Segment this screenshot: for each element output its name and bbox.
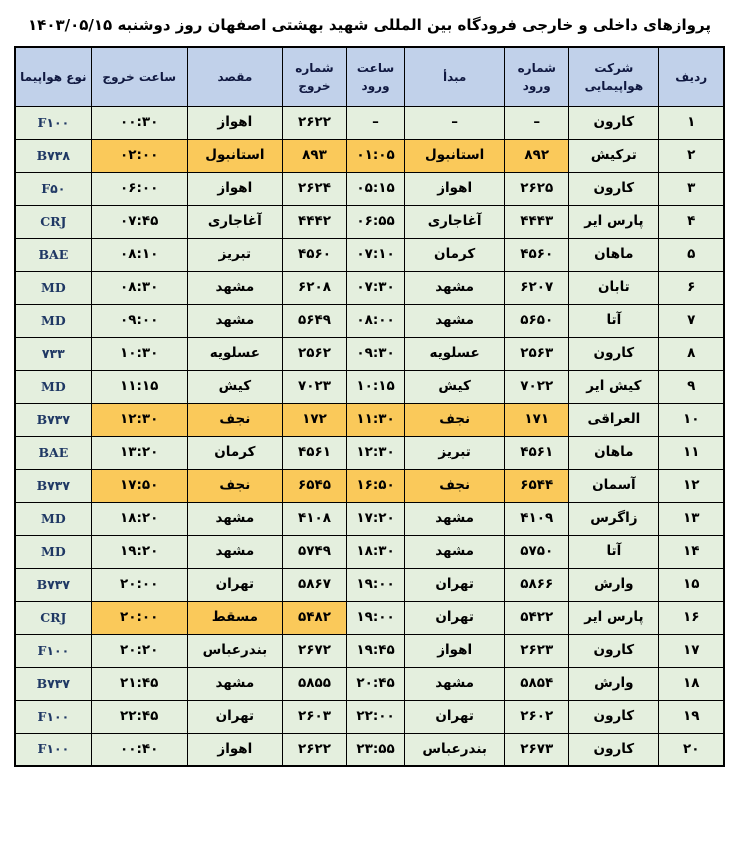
departure-time-cell: ۱۲:۳۰ xyxy=(91,403,187,436)
aircraft-type-cell: B۷۳۷ xyxy=(15,667,91,700)
destination-city-cell: تهران xyxy=(187,568,282,601)
airline-name-cell: وارش xyxy=(569,667,659,700)
table-row xyxy=(15,469,724,502)
destination-city-cell: مشهد xyxy=(187,304,282,337)
column-header-aircraft-type: نوع هواپیما xyxy=(15,47,91,106)
column-header-arrival-number: شماره ورود xyxy=(505,47,569,106)
table-row xyxy=(15,271,724,304)
row-number-cell: ۵ xyxy=(659,238,724,271)
aircraft-type-cell: F۱۰۰ xyxy=(15,733,91,766)
departure-flight-number-cell: ۷۰۲۳ xyxy=(282,370,346,403)
arrival-flight-number-cell: ۵۸۵۴ xyxy=(505,667,569,700)
departure-flight-number-cell: ۵۸۶۷ xyxy=(282,568,346,601)
arrival-flight-number-cell: ۵۴۲۲ xyxy=(505,601,569,634)
arrival-flight-number-cell: ۲۶۷۳ xyxy=(505,733,569,766)
arrival-flight-number-cell: ۴۵۶۰ xyxy=(505,238,569,271)
table-row xyxy=(15,667,724,700)
table-row xyxy=(15,304,724,337)
arrival-time-cell: ۲۳:۵۵ xyxy=(347,733,405,766)
row-number-cell: ۳ xyxy=(659,172,724,205)
airline-name-cell: کیش ایر xyxy=(569,370,659,403)
arrival-time-cell: ۱۹:۰۰ xyxy=(347,568,405,601)
departure-time-cell: ۱۱:۱۵ xyxy=(91,370,187,403)
arrival-flight-number-cell: ۶۵۴۴ xyxy=(505,469,569,502)
row-number-cell: ۱۷ xyxy=(659,634,724,667)
row-number-cell: ۶ xyxy=(659,271,724,304)
row-number-cell: ۱۴ xyxy=(659,535,724,568)
origin-city-cell: بندرعباس xyxy=(405,733,505,766)
airline-name-cell: تابان xyxy=(569,271,659,304)
aircraft-type-cell: MD xyxy=(15,502,91,535)
arrival-flight-number-cell: ۵۶۵۰ xyxy=(505,304,569,337)
aircraft-type-cell: CRJ xyxy=(15,601,91,634)
arrival-time-cell: ۰۷:۱۰ xyxy=(347,238,405,271)
arrival-flight-number-cell: ۴۴۴۳ xyxy=(505,205,569,238)
aircraft-type-cell: MD xyxy=(15,271,91,304)
table-row xyxy=(15,568,724,601)
aircraft-type-cell: B۷۳۷ xyxy=(15,469,91,502)
origin-city-cell: – xyxy=(405,106,505,139)
column-header-origin: مبدأ xyxy=(405,47,505,106)
arrival-time-cell: ۱۹:۰۰ xyxy=(347,601,405,634)
departure-flight-number-cell: ۲۵۶۲ xyxy=(282,337,346,370)
aircraft-type-cell: B۷۳۷ xyxy=(15,568,91,601)
departure-flight-number-cell: ۶۲۰۸ xyxy=(282,271,346,304)
destination-city-cell: اهواز xyxy=(187,733,282,766)
departure-flight-number-cell: ۸۹۳ xyxy=(282,139,346,172)
row-number-cell: ۱ xyxy=(659,106,724,139)
row-number-cell: ۸ xyxy=(659,337,724,370)
destination-city-cell: عسلویه xyxy=(187,337,282,370)
airline-name-cell: کارون xyxy=(569,733,659,766)
arrival-time-cell: ۱۰:۱۵ xyxy=(347,370,405,403)
column-header-departure-number: شماره خروج xyxy=(282,47,346,106)
departure-flight-number-cell: ۵۶۴۹ xyxy=(282,304,346,337)
origin-city-cell: مشهد xyxy=(405,502,505,535)
table-row xyxy=(15,205,724,238)
aircraft-type-cell: F۱۰۰ xyxy=(15,634,91,667)
row-number-cell: ۱۰ xyxy=(659,403,724,436)
departure-flight-number-cell: ۶۵۴۵ xyxy=(282,469,346,502)
destination-city-cell: تبریز xyxy=(187,238,282,271)
destination-city-cell: تهران xyxy=(187,700,282,733)
departure-flight-number-cell: ۴۴۴۲ xyxy=(282,205,346,238)
departure-time-cell: ۰۶:۰۰ xyxy=(91,172,187,205)
airline-name-cell: کارون xyxy=(569,700,659,733)
destination-city-cell: نجف xyxy=(187,403,282,436)
arrival-time-cell: ۱۲:۳۰ xyxy=(347,436,405,469)
departure-flight-number-cell: ۵۸۵۵ xyxy=(282,667,346,700)
departure-time-cell: ۰۷:۴۵ xyxy=(91,205,187,238)
arrival-time-cell: ۲۲:۰۰ xyxy=(347,700,405,733)
destination-city-cell: مشهد xyxy=(187,502,282,535)
page-title: پروازهای داخلی و خارجی فرودگاه بین المللی شهید بهشتی اصفهان روز دوشنبه ۱۴۰۳/۰۵/۱۵ xyxy=(28,16,711,34)
departure-time-cell: ۲۰:۲۰ xyxy=(91,634,187,667)
departure-flight-number-cell: ۱۷۲ xyxy=(282,403,346,436)
departure-time-cell: ۱۹:۲۰ xyxy=(91,535,187,568)
origin-city-cell: مشهد xyxy=(405,535,505,568)
origin-city-cell: عسلویه xyxy=(405,337,505,370)
destination-city-cell: آغاجاری xyxy=(187,205,282,238)
arrival-time-cell: ۰۸:۰۰ xyxy=(347,304,405,337)
arrival-time-cell: ۱۸:۳۰ xyxy=(347,535,405,568)
aircraft-type-cell: CRJ xyxy=(15,205,91,238)
origin-city-cell: اهواز xyxy=(405,172,505,205)
airline-name-cell: پارس ایر xyxy=(569,205,659,238)
origin-city-cell: کرمان xyxy=(405,238,505,271)
airline-name-cell: ماهان xyxy=(569,436,659,469)
table-row xyxy=(15,139,724,172)
arrival-time-cell: ۰۵:۱۵ xyxy=(347,172,405,205)
departure-time-cell: ۲۰:۰۰ xyxy=(91,601,187,634)
arrival-flight-number-cell: ۲۶۲۳ xyxy=(505,634,569,667)
aircraft-type-cell: F۵۰ xyxy=(15,172,91,205)
header-row xyxy=(15,47,724,106)
airline-name-cell: آسمان xyxy=(569,469,659,502)
airline-name-cell: آتا xyxy=(569,535,659,568)
aircraft-type-cell: MD xyxy=(15,535,91,568)
airline-name-cell: پارس ایر xyxy=(569,601,659,634)
airline-name-cell: وارش xyxy=(569,568,659,601)
departure-flight-number-cell: ۴۱۰۸ xyxy=(282,502,346,535)
departure-flight-number-cell: ۲۶۲۲ xyxy=(282,733,346,766)
table-body xyxy=(15,106,724,766)
airline-name-cell: ترکیش xyxy=(569,139,659,172)
origin-city-cell: نجف xyxy=(405,469,505,502)
row-number-cell: ۱۲ xyxy=(659,469,724,502)
table-row xyxy=(15,172,724,205)
airline-name-cell: کارون xyxy=(569,634,659,667)
arrival-time-cell: ۲۰:۴۵ xyxy=(347,667,405,700)
aircraft-type-cell: MD xyxy=(15,304,91,337)
table-row xyxy=(15,634,724,667)
departure-flight-number-cell: ۵۷۴۹ xyxy=(282,535,346,568)
destination-city-cell: مسقط xyxy=(187,601,282,634)
aircraft-type-cell: BAE xyxy=(15,436,91,469)
origin-city-cell: مشهد xyxy=(405,304,505,337)
table-row xyxy=(15,601,724,634)
row-number-cell: ۱۳ xyxy=(659,502,724,535)
table-row xyxy=(15,403,724,436)
departure-flight-number-cell: ۲۶۰۳ xyxy=(282,700,346,733)
departure-time-cell: ۲۰:۰۰ xyxy=(91,568,187,601)
row-number-cell: ۲ xyxy=(659,139,724,172)
airline-name-cell: کارون xyxy=(569,337,659,370)
column-header-row-number: ردیف xyxy=(659,47,724,106)
arrival-flight-number-cell: ۲۶۲۵ xyxy=(505,172,569,205)
arrival-flight-number-cell: ۱۷۱ xyxy=(505,403,569,436)
origin-city-cell: آغاجاری xyxy=(405,205,505,238)
column-header-departure-time: ساعت خروج xyxy=(91,47,187,106)
origin-city-cell: مشهد xyxy=(405,667,505,700)
destination-city-cell: مشهد xyxy=(187,667,282,700)
arrival-time-cell: ۰۹:۳۰ xyxy=(347,337,405,370)
departure-time-cell: ۲۲:۴۵ xyxy=(91,700,187,733)
destination-city-cell: اهواز xyxy=(187,106,282,139)
origin-city-cell: کیش xyxy=(405,370,505,403)
airline-name-cell: کارون xyxy=(569,172,659,205)
table-row xyxy=(15,535,724,568)
departure-flight-number-cell: ۲۶۷۲ xyxy=(282,634,346,667)
departure-time-cell: ۲۱:۴۵ xyxy=(91,667,187,700)
table-row xyxy=(15,337,724,370)
origin-city-cell: اهواز xyxy=(405,634,505,667)
flight-table xyxy=(14,46,725,767)
table-row xyxy=(15,700,724,733)
departure-time-cell: ۰۸:۱۰ xyxy=(91,238,187,271)
table-row xyxy=(15,370,724,403)
row-number-cell: ۱۸ xyxy=(659,667,724,700)
destination-city-cell: نجف xyxy=(187,469,282,502)
departure-time-cell: ۱۸:۲۰ xyxy=(91,502,187,535)
row-number-cell: ۴ xyxy=(659,205,724,238)
row-number-cell: ۱۱ xyxy=(659,436,724,469)
airline-name-cell: العراقی xyxy=(569,403,659,436)
table-row xyxy=(15,106,724,139)
arrival-time-cell: ۰۷:۳۰ xyxy=(347,271,405,304)
table-row xyxy=(15,238,724,271)
airline-name-cell: زاگرس xyxy=(569,502,659,535)
arrival-flight-number-cell: ۴۵۶۱ xyxy=(505,436,569,469)
departure-time-cell: ۱۰:۳۰ xyxy=(91,337,187,370)
table-row xyxy=(15,733,724,766)
arrival-time-cell: ۰۱:۰۵ xyxy=(347,139,405,172)
origin-city-cell: استانبول xyxy=(405,139,505,172)
origin-city-cell: تبریز xyxy=(405,436,505,469)
origin-city-cell: تهران xyxy=(405,700,505,733)
origin-city-cell: نجف xyxy=(405,403,505,436)
departure-time-cell: ۱۳:۲۰ xyxy=(91,436,187,469)
aircraft-type-cell: F۱۰۰ xyxy=(15,106,91,139)
arrival-flight-number-cell: ۲۶۰۲ xyxy=(505,700,569,733)
departure-time-cell: ۰۹:۰۰ xyxy=(91,304,187,337)
destination-city-cell: کرمان xyxy=(187,436,282,469)
arrival-flight-number-cell: ۲۵۶۳ xyxy=(505,337,569,370)
arrival-time-cell: ۰۶:۵۵ xyxy=(347,205,405,238)
aircraft-type-cell: ۷۳۳ xyxy=(15,337,91,370)
table-row xyxy=(15,436,724,469)
departure-time-cell: ۱۷:۵۰ xyxy=(91,469,187,502)
airline-name-cell: آتا xyxy=(569,304,659,337)
departure-time-cell: ۰۸:۳۰ xyxy=(91,271,187,304)
arrival-time-cell: ۱۷:۲۰ xyxy=(347,502,405,535)
arrival-time-cell: ۱۱:۳۰ xyxy=(347,403,405,436)
table-row xyxy=(15,502,724,535)
arrival-flight-number-cell: ۵۸۶۶ xyxy=(505,568,569,601)
arrival-flight-number-cell: ۷۰۲۲ xyxy=(505,370,569,403)
departure-flight-number-cell: ۵۴۸۲ xyxy=(282,601,346,634)
departure-flight-number-cell: ۲۶۲۴ xyxy=(282,172,346,205)
departure-flight-number-cell: ۴۵۶۱ xyxy=(282,436,346,469)
airline-name-cell: ماهان xyxy=(569,238,659,271)
row-number-cell: ۹ xyxy=(659,370,724,403)
arrival-flight-number-cell: ۴۱۰۹ xyxy=(505,502,569,535)
destination-city-cell: استانبول xyxy=(187,139,282,172)
column-header-airline: شرکت هواپیمایی xyxy=(569,47,659,106)
table-header xyxy=(15,47,724,106)
arrival-time-cell: ۱۶:۵۰ xyxy=(347,469,405,502)
row-number-cell: ۲۰ xyxy=(659,733,724,766)
arrival-flight-number-cell: ۵۷۵۰ xyxy=(505,535,569,568)
aircraft-type-cell: BAE xyxy=(15,238,91,271)
aircraft-type-cell: MD xyxy=(15,370,91,403)
destination-city-cell: بندرعباس xyxy=(187,634,282,667)
airline-name-cell: کارون xyxy=(569,106,659,139)
aircraft-type-cell: B۷۳۷ xyxy=(15,403,91,436)
arrival-time-cell: – xyxy=(347,106,405,139)
arrival-flight-number-cell: ۸۹۲ xyxy=(505,139,569,172)
departure-flight-number-cell: ۴۵۶۰ xyxy=(282,238,346,271)
destination-city-cell: مشهد xyxy=(187,535,282,568)
arrival-flight-number-cell: ۶۲۰۷ xyxy=(505,271,569,304)
flight-schedule-page xyxy=(0,16,739,767)
row-number-cell: ۱۹ xyxy=(659,700,724,733)
destination-city-cell: مشهد xyxy=(187,271,282,304)
departure-flight-number-cell: ۲۶۲۲ xyxy=(282,106,346,139)
aircraft-type-cell: F۱۰۰ xyxy=(15,700,91,733)
row-number-cell: ۱۵ xyxy=(659,568,724,601)
row-number-cell: ۷ xyxy=(659,304,724,337)
origin-city-cell: مشهد xyxy=(405,271,505,304)
departure-time-cell: ۰۲:۰۰ xyxy=(91,139,187,172)
departure-time-cell: ۰۰:۳۰ xyxy=(91,106,187,139)
arrival-time-cell: ۱۹:۴۵ xyxy=(347,634,405,667)
row-number-cell: ۱۶ xyxy=(659,601,724,634)
arrival-flight-number-cell: – xyxy=(505,106,569,139)
origin-city-cell: تهران xyxy=(405,568,505,601)
origin-city-cell: تهران xyxy=(405,601,505,634)
destination-city-cell: اهواز xyxy=(187,172,282,205)
column-header-destination: مقصد xyxy=(187,47,282,106)
departure-time-cell: ۰۰:۴۰ xyxy=(91,733,187,766)
column-header-arrival-time: ساعت ورود xyxy=(347,47,405,106)
aircraft-type-cell: B۷۳۸ xyxy=(15,139,91,172)
destination-city-cell: کیش xyxy=(187,370,282,403)
